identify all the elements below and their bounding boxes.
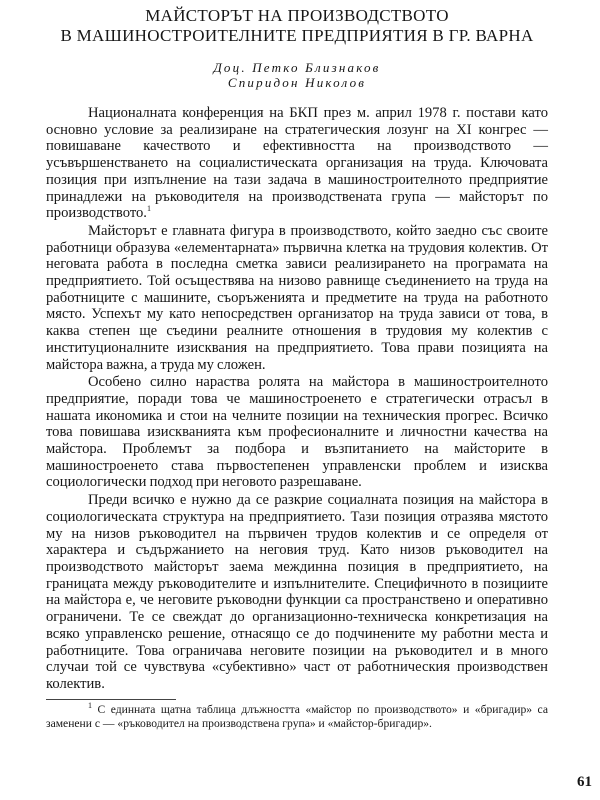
paragraph-1 — [46, 105, 548, 222]
article-title — [46, 6, 548, 46]
paragraph-2: Майсторът е главната фигура в производството, който заедно със своите работници образува «елементарната» първична клетка на трудовия колектив. От неговата работа в последна сметка зависи реализирането на програмата на предприятието. Той осъществява на низово равнище съединението на труда на работниците с машините, съоръженията и предметите на труда на работното място. Успехът му като непосредствен организатор на труда зависи от това, в каква степен ще съедини реалните отношения в трудовия му колектив с институционалните изисквания на предприятието. Това прави позицията на майстора важна, а труда му сложен. — [46, 222, 548, 373]
paragraph-1-text: Националната конференция на БКП през м. април 1978 г. постави като основно условие за реализиране на стратегическия лозунг на XI конгрес — повишаване качеството и ефективността на производството — усъвършенстването на социалистическата организация на труда. Ключовата позиция при изпълнение на тази задача в машиностроителното предприятие принадлежи на ръководителя на производствената група — майсторът по производството. — [46, 105, 548, 222]
footnote-text: С единната щатна таблица длъжността «майстор по производството» и «бригадир» са заменени с — «ръководител на производствена група» и «майстор-бригадир». — [46, 702, 548, 730]
page-number: 61 — [577, 774, 592, 790]
paragraph-3: Особено силно нараства ролята на майстора в машиностроителното предприятие, поради това че машиностроенето е стратегически отрасъл в нашата икономика и стои на челните позиции на техническия прогрес. Всичко това повишава изискванията към професионалните и личностни качества на майстора. Проблемът за подбора и възпитанието на майсторите в машиностроенето става първостепенен управленски проблем и изисква социологически подход при неговото разрешаване. — [46, 374, 548, 491]
title-line-2: В МАШИНОСТРОИТЕЛНИТЕ ПРЕДПРИЯТИЯ В ГР. ВАРНА — [60, 26, 534, 45]
footnote-marker: 1 — [88, 700, 92, 710]
title-line-1: МАЙСТОРЪТ НА ПРОИЗВОДСТВОТО — [145, 6, 449, 25]
footnote-divider — [46, 699, 176, 700]
paragraph-4: Преди всичко е нужно да се разкрие социалната позиция на майстора в социологическата структура на предприятието. Тази позиция отразява мястото му на низов ръководител на първичен трудов колектив и се определя от характера и съдържанието на неговия труд. Като низов ръководител на производството майсторът заема междинна позиция в предприятието, на границата между ръководителите и изпълнителите. Специфичното в позициите на майстора е, че неговите ръководни функции са пространствено и оперативно ограничени. Те се свеждат до организационно-техническа конкретизация на всяко управленско решение, отнасящо се до подчинените му работни места и работниците. Това ограничава неговите позиции на ръководител и в много случаи той се чувствува «субективно» част от работническия производствен колектив. — [46, 492, 548, 692]
footnote-ref[interactable]: 1 — [146, 204, 151, 214]
author-1: Доц. Петко Близнаков — [213, 60, 381, 75]
article-body — [46, 105, 548, 693]
author-2: Спиридон Николов — [227, 75, 367, 90]
footnote — [46, 700, 548, 731]
authors — [46, 60, 548, 90]
